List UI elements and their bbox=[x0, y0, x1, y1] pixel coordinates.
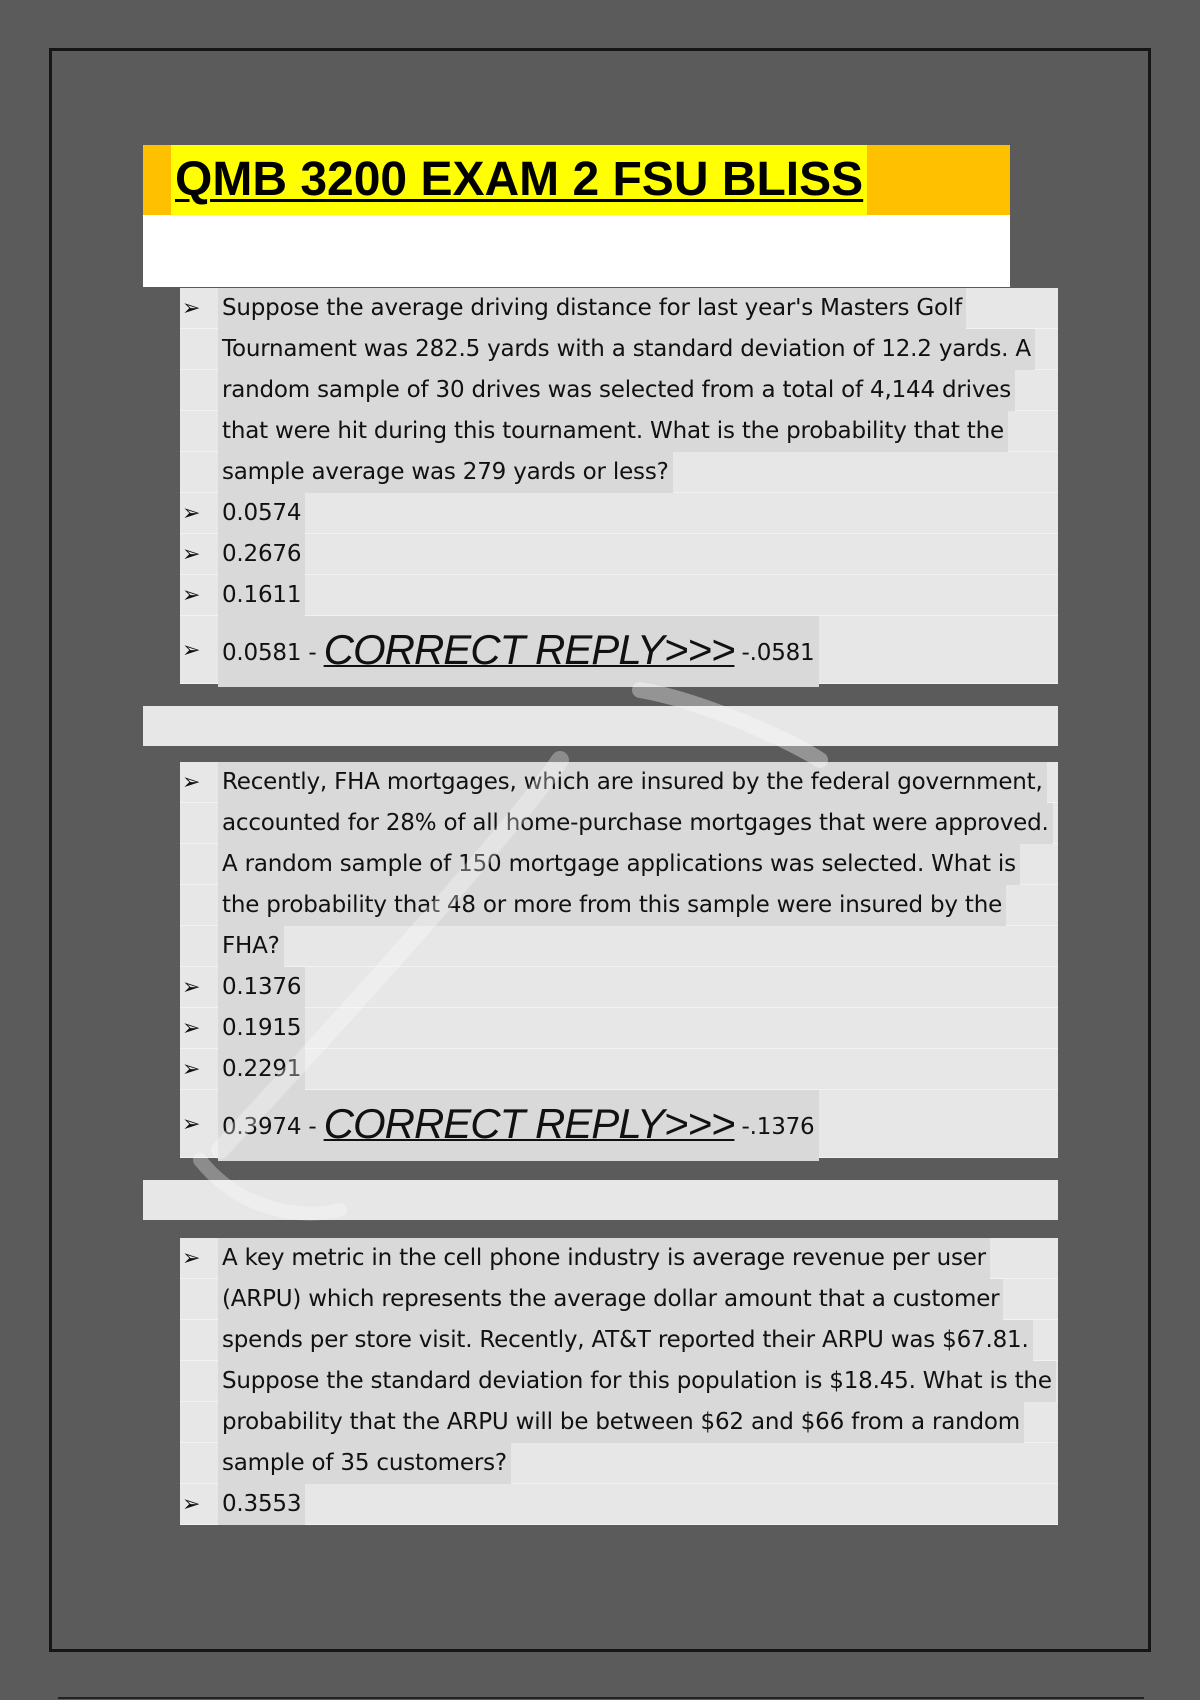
last-option: 0.3974 - bbox=[222, 1114, 317, 1140]
arrowhead-bullet-icon: ➢ bbox=[182, 770, 201, 795]
option-text: 0.2291 bbox=[218, 1049, 305, 1090]
answer-item bbox=[180, 616, 1058, 684]
question-line bbox=[180, 288, 1058, 329]
section-divider bbox=[143, 1180, 1058, 1220]
question-text: sample average was 279 yards or less? bbox=[218, 452, 673, 493]
arrowhead-bullet-icon: ➢ bbox=[182, 501, 201, 526]
correct-value: -.0581 bbox=[741, 640, 815, 666]
question-block-2 bbox=[180, 762, 1058, 1158]
correct-reply-label: CORRECT REPLY>>> bbox=[323, 626, 735, 673]
arrowhead-bullet-icon: ➢ bbox=[182, 1112, 201, 1137]
correct-reply-label: CORRECT REPLY>>> bbox=[323, 1100, 735, 1147]
question-text: spends per store visit. Recently, AT&T reported their ARPU was $67.81. bbox=[218, 1320, 1033, 1361]
option-item bbox=[180, 1484, 1058, 1525]
option-text: 0.2676 bbox=[218, 534, 305, 575]
arrowhead-bullet-icon: ➢ bbox=[182, 583, 201, 608]
question-line bbox=[180, 1361, 1058, 1402]
title-band bbox=[143, 145, 1010, 287]
arrowhead-bullet-icon: ➢ bbox=[182, 975, 201, 1000]
option-text: 0.0574 bbox=[218, 493, 305, 534]
question-text: random sample of 30 drives was selected from a total of 4,144 drives bbox=[218, 370, 1015, 411]
option-text: 0.3553 bbox=[218, 1484, 305, 1525]
question-line bbox=[180, 1443, 1058, 1484]
question-text: accounted for 28% of all home-purchase mortgages that were approved. bbox=[218, 803, 1053, 844]
question-text: FHA? bbox=[218, 926, 284, 967]
question-line bbox=[180, 762, 1058, 803]
bottom-rule bbox=[58, 1697, 1144, 1699]
option-text: 0.1915 bbox=[218, 1008, 305, 1049]
question-line bbox=[180, 329, 1058, 370]
option-text: 0.1376 bbox=[218, 967, 305, 1008]
option-item bbox=[180, 1049, 1058, 1090]
arrowhead-bullet-icon: ➢ bbox=[182, 296, 201, 321]
last-option: 0.0581 - bbox=[222, 640, 317, 666]
section-divider bbox=[143, 706, 1058, 746]
arrowhead-bullet-icon: ➢ bbox=[182, 1016, 201, 1041]
option-item bbox=[180, 1008, 1058, 1049]
question-line bbox=[180, 1279, 1058, 1320]
question-text: A key metric in the cell phone industry is average revenue per user bbox=[218, 1238, 990, 1279]
answer-item bbox=[180, 1090, 1058, 1158]
question-line bbox=[180, 1320, 1058, 1361]
option-item bbox=[180, 534, 1058, 575]
question-block-1 bbox=[180, 288, 1058, 684]
question-text: A random sample of 150 mortgage applications was selected. What is bbox=[218, 844, 1020, 885]
arrowhead-bullet-icon: ➢ bbox=[182, 1246, 201, 1271]
question-text: sample of 35 customers? bbox=[218, 1443, 511, 1484]
option-item bbox=[180, 493, 1058, 534]
option-item bbox=[180, 575, 1058, 616]
question-line bbox=[180, 370, 1058, 411]
question-text: Tournament was 282.5 yards with a standard deviation of 12.2 yards. A bbox=[218, 329, 1035, 370]
question-line bbox=[180, 1402, 1058, 1443]
arrowhead-bullet-icon: ➢ bbox=[182, 638, 201, 663]
question-text: Recently, FHA mortgages, which are insured by the federal government, bbox=[218, 762, 1047, 803]
question-block-3 bbox=[180, 1238, 1058, 1525]
answer-text bbox=[218, 1090, 819, 1161]
question-text: Suppose the average driving distance for last year's Masters Golf bbox=[218, 288, 966, 329]
question-line bbox=[180, 1238, 1058, 1279]
question-line bbox=[180, 452, 1058, 493]
question-line bbox=[180, 926, 1058, 967]
question-line bbox=[180, 411, 1058, 452]
question-text: that were hit during this tournament. What is the probability that the bbox=[218, 411, 1008, 452]
question-text: Suppose the standard deviation for this population is $18.45. What is the bbox=[218, 1361, 1056, 1402]
arrowhead-bullet-icon: ➢ bbox=[182, 542, 201, 567]
option-text: 0.1611 bbox=[218, 575, 305, 616]
question-text: (ARPU) which represents the average dollar amount that a customer bbox=[218, 1279, 1003, 1320]
page-title: QMB 3200 EXAM 2 FSU BLISS bbox=[171, 145, 867, 215]
arrowhead-bullet-icon: ➢ bbox=[182, 1492, 201, 1517]
arrowhead-bullet-icon: ➢ bbox=[182, 1057, 201, 1082]
question-line bbox=[180, 844, 1058, 885]
question-line bbox=[180, 885, 1058, 926]
question-text: probability that the ARPU will be between $62 and $66 from a random bbox=[218, 1402, 1024, 1443]
option-item bbox=[180, 967, 1058, 1008]
question-line bbox=[180, 803, 1058, 844]
question-text: the probability that 48 or more from this sample were insured by the bbox=[218, 885, 1006, 926]
answer-text bbox=[218, 616, 819, 687]
correct-value: -.1376 bbox=[741, 1114, 815, 1140]
title-bar bbox=[143, 145, 1010, 215]
